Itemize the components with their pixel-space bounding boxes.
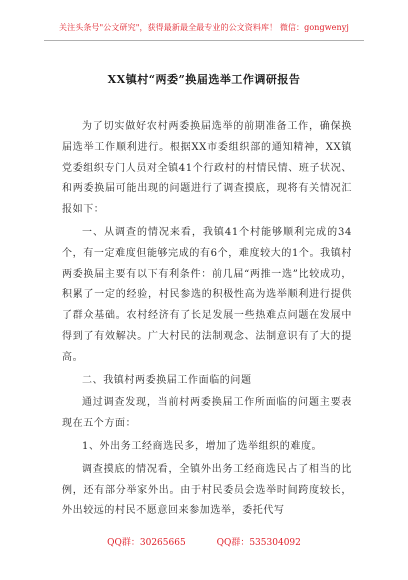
- footer-qq-group-2: QQ群：535304092: [216, 538, 301, 548]
- subsection-heading-1: 1、外出务工经商选民多，增加了选举组织的难度。: [82, 440, 323, 452]
- footer-qq-group-1: QQ群：30265665: [107, 538, 186, 548]
- paragraph-intro: 为了切实做好农村两委换届选举的前期准备工作，确保换届选举工作顺利进行。根据XX市委组织部的通知精神，XX镇党委组织专门人员对全镇41个行政村的村情民情、班子状况、和两委换届可能出现的问题进行了调查摸底，现将有关情况汇报如下：: [62, 121, 352, 216]
- document-body: [62, 117, 352, 524]
- footer-contacts: [0, 535, 408, 548]
- paragraph-section-1: 一、从调查的情况来看，我镇41个村能够顺利完成的34个，有一定难度但能够完成的有6个，难度较大的1个。我镇村两委换届主要有以下有利条件：前几届“两推一选”比较成功，积累了一定的经验，村民参选的积极性高为选举顺利进行提供了群众基础。农村经济有了长足发展一些热难点问题在发展中得到了有效解决。广大村民的法制观念、法制意识有了大的提高。: [62, 226, 352, 363]
- paragraph-section-2-intro: 通过调查发现，当前村两委换届工作所面临的问题主要表现在五个方面：: [62, 397, 352, 430]
- section-heading-2: 二、我镇村两委换届工作面临的问题: [82, 374, 252, 386]
- document-title: XX镇村“两委”换届选举工作调研报告: [107, 73, 301, 86]
- paragraph-subsection-1: 调查摸底的情况看，全镇外出务工经商选民占了相当的比例，还有部分举家外出。由于村民委员会选举时间跨度较长，外出较远的村民不愿意回来参加选举，委托代写: [62, 463, 352, 517]
- header-divider: [44, 40, 364, 41]
- header-note: 关注头条号"公文研究"，获得最新最全最专业的公文资料库！ 微信：gongwenyj: [59, 23, 349, 32]
